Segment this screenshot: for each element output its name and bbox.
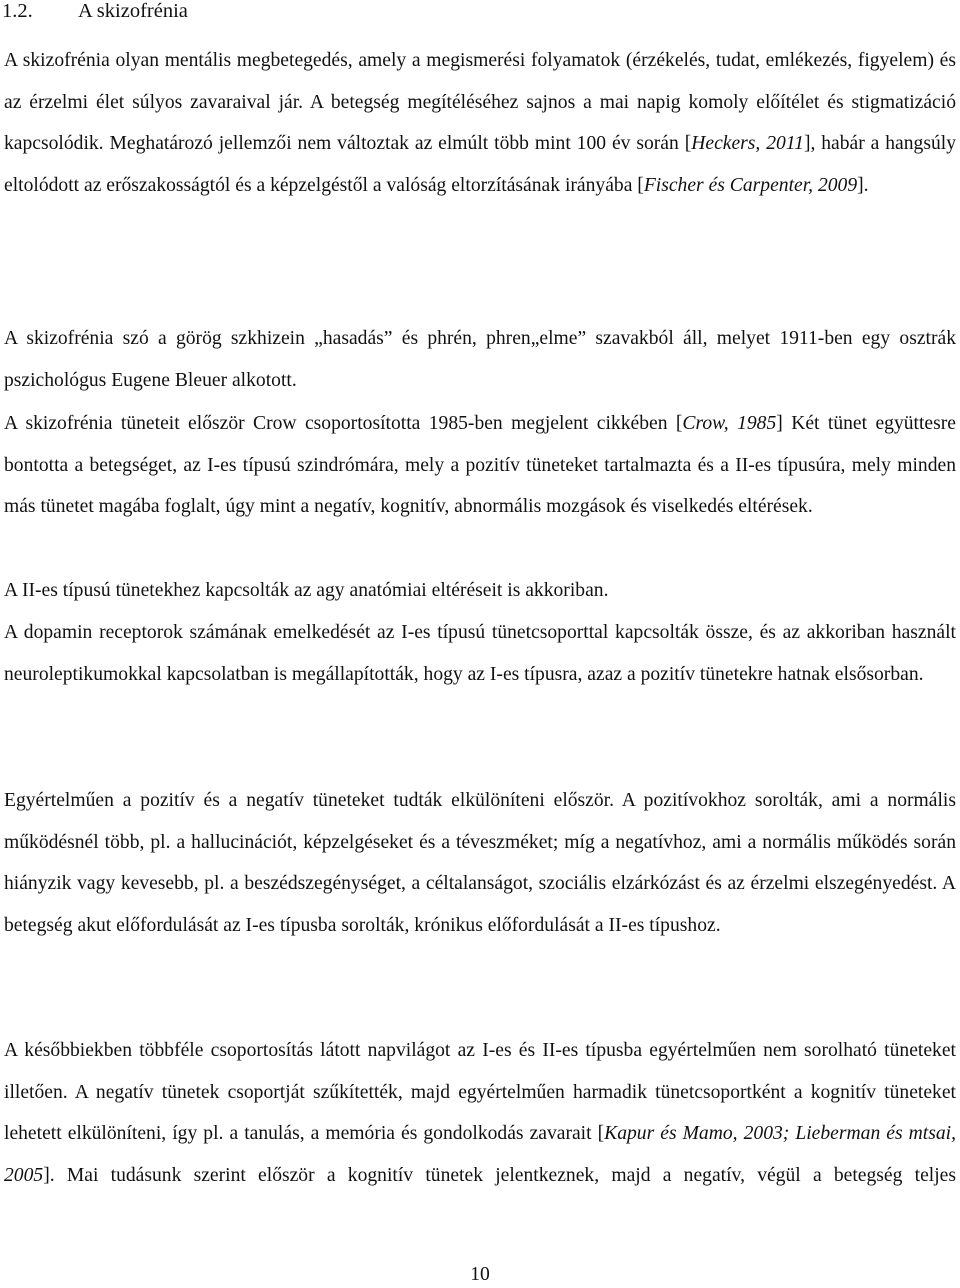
paragraph-text: ]. Mai tudásunk szerint először a kognitív tünetek jelentkeznek, majd a negatív, végül a betegség teljes [43,1164,956,1186]
paragraph-text: ], habár a hangsúly eltolódott az erőszakosságtól és a képzelgéstől a valóság eltorzításának irányába [ [4,133,957,196]
paragraph-text: A skizofrénia tüneteit először Crow csoportosította 1985-ben megjelent cikkében [ [4,413,683,434]
paragraph-later-classifications [4,1030,956,1196]
paragraph-text: ] Két tünet együttesre bontotta a betegséget, az I-es típusú szindrómára, mely a pozitív tüneteket tartalmazta és a II-es típusúra, mely minden más tünetet magába foglalt, úgy mint a negatív, kognitív, abnormális mozgások és viselkedés eltérések. [4,413,956,518]
section-heading [2,0,188,25]
section-title: A skizofrénia [78,0,188,22]
citation: Kapur és Mamo, 2003; Lieberman és mtsai, 2005 [4,1123,956,1186]
paragraph-text: A későbbiekben többféle csoportosítás látott napvilágot az I-es és II-es típusba egyértelműen nem sorolható tüneteket illetően. A negatív tünetek csoportját szűkítették, majd egyértelműen harmadik tünetcsoportként a kognitív tüneteket lehetett elkülöníteni, így pl. a tanulás, a memória és gondolkodás zavarait [ [4,1040,956,1145]
section-number: 1.2. [2,0,33,22]
citation: Heckers, 2011 [691,133,804,155]
paragraph-anatomy: A II-es típusú tünetekhez kapcsolták az agy anatómiai eltéréseit is akkoriban. [4,580,609,601]
citation: Crow, 1985 [682,413,777,434]
paragraph-definition [4,40,956,206]
citation: Fischer és Carpenter, 2009 [643,174,858,196]
paragraph-crow-classification [4,403,956,528]
paragraph-positive-negative: Egyértelműen a pozitív és a negatív tüneteket tudták elkülöníteni először. A pozitívokhoz sorolták, ami a normális működésnél több, pl. a hallucinációt, képzelgéseket és a téveszméket; míg a negatívhoz, ami a normális működés során hiányzik vagy kevesebb, pl. a beszédszegénységet, a céltalanságot, szociális elzárkózást és az érzelmi elszegényedést. A betegség akut előfordulását az I-es típusba sorolták, krónikus előfordulását a II-es típushoz. [4,790,956,936]
page-number: 10 [470,1264,490,1285]
paragraph-dopamine: A dopamin receptorok számának emelkedését az I-es típusú tünetcsoporttal kapcsolták össze, és az akkoriban használt neuroleptikumokkal kapcsolatban is megállapították, hogy az I-es típusra, azaz a pozitív tünetekre hatnak elsősorban. [4,622,956,685]
paragraph-text: ]. [857,174,869,196]
paragraph-etymology: A skizofrénia szó a görög szkhizein „hasadás” és phrén, phren„elme” szavakból áll, melyet 1911-ben egy osztrák pszichológus Eugene Bleuer alkotott. [4,328,956,391]
paragraph-text: A skizofrénia olyan mentális megbetegedés, amely a megismerési folyamatok (érzékelés, tudat, emlékezés, figyelem) és az érzelmi élet súlyos zavaraival jár. A betegség megítéléséhez sajnos a mai napig komoly előítélet és stigmatizáció kapcsolódik. Meghatározó jellemzői nem változtak az elmúlt több mint 100 év során [ [4,50,956,155]
